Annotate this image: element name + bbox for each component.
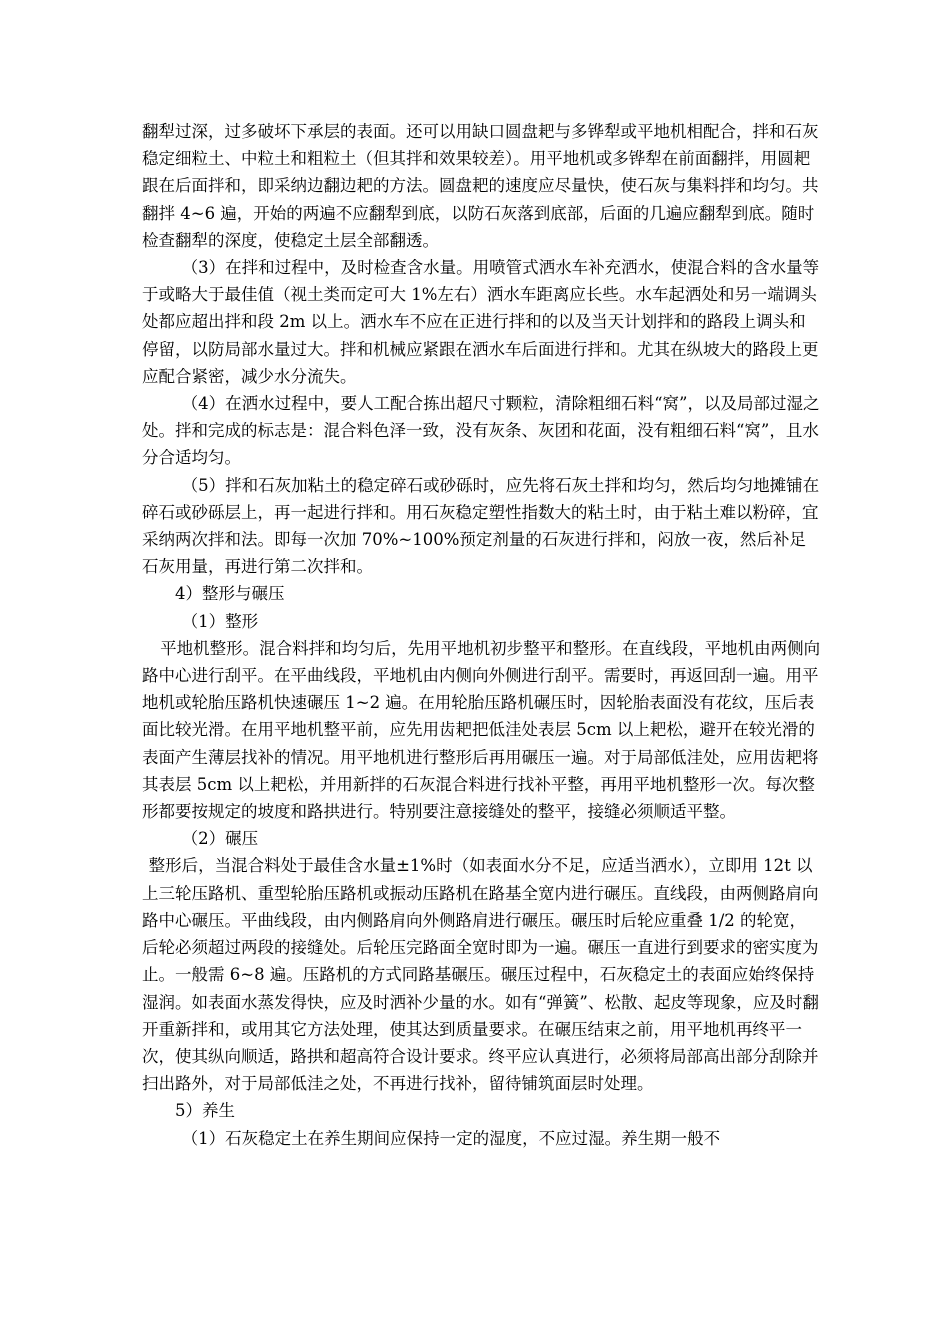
paragraph-water-content: （3）在拌和过程中，及时检查含水量。用喷管式洒水车补充洒水，使混合料的含水量等于或略大于最佳值（视土类而定可大 1%左右）洒水车距离应长些。水车起洒处和另一端调头处都应超出拌和段 2m 以上。洒水车不应在正进行拌和的以及当天计划拌和的路段上调头和停留，以防局部水量过大。拌和机械应紧跟在洒水车后面进行拌和。尤其在纵坡大的路段上更应配合紧密，减少水分流失。 (142, 258, 820, 386)
paragraph-clay-lime-mixing: （5）拌和石灰加粘土的稳定碎石或砂砾时，应先将石灰土拌和均匀，然后均匀地摊铺在碎石或砂砾层上，再一起进行拌和。用石灰稳定塑性指数大的粘土时，由于粘土难以粉碎，宜采纳两次拌和法。即每一次加 70%~100%预定剂量的石灰进行拌和，闷放一夜，然后补足石灰用量，再进行第二次拌和。 (142, 475, 820, 577)
section-heading-shaping-rolling: 4）整形与碾压 (175, 584, 285, 604)
section-heading-curing: 5）养生 (175, 1101, 235, 1121)
paragraph-rolling: 整形后，当混合料处于最佳含水量±1%时（如表面水分不足，应适当洒水），立即用 12t 以上三轮压路机、重型轮胎压路机或振动压路机在路基全宽内进行碾压。直线段，由两侧路肩向路中心碾压。平曲线段，由内侧路肩向外侧路肩进行碾压。碾压时后轮应重叠 1/2 的轮宽，后轮必须超过两段的接缝处。后轮压完路面全宽时即为一遍。碾压一直进行到要求的密实度为止。一般需 6~8 遍。压路机的方式同路基碾压。碾压过程中，石灰稳定土的表面应始终保持湿润。如表面水蒸发得快，应及时洒补少量的水。如有“弹簧”、松散、起皮等现象，应及时翻开重新拌和，或用其它方法处理，使其达到质量要求。在碾压结束之前，用平地机再终平一次，使其纵向顺适，路拱和超高符合设计要求。终平应认真进行，必须将局部高出部分刮除并扫出路外，对于局部低洼之处，不再进行找补，留待铺筑面层时处理。 (142, 856, 819, 1094)
paragraph-sprinkling: （4）在洒水过程中，要人工配合拣出超尺寸颗粒，清除粗细石料“窝”，以及局部过湿之处。拌和完成的标志是：混合料色泽一致，没有灰条、灰团和花面，没有粗细石料“窝”，且水分合适均匀。 (142, 394, 820, 468)
document-body (142, 118, 822, 1152)
paragraph-mixing-method: 翻犁过深，过多破坏下承层的表面。还可以用缺口圆盘耙与多铧犁或平地机相配合，拌和石灰稳定细粒土、中粒土和粗粒土（但其拌和效果较差）。用平地机或多铧犁在前面翻拌，用圆耙跟在后面拌和，即采纳边翻边耙的方法。圆盘耙的速度应尽量快，使石灰与集料拌和均匀。共翻拌 4~6 遍，开始的两遍不应翻犁到底，以防石灰落到底部，后面的几遍应翻犁到底。随时检查翻犁的深度，使稳定土层全部翻透。 (142, 122, 819, 250)
paragraph-grader-shaping: 平地机整形。混合料拌和均匀后，先用平地机初步整平和整形。在直线段，平地机由两侧向路中心进行刮平。在平曲线段，平地机由内侧向外侧进行刮平。需要时，再返回刮一遍。用平地机或轮胎压路机快速碾压 1~2 遍。在用轮胎压路机碾压时，因轮胎表面没有花纹，压后表面比较光滑。在用平地机整平前，应先用齿耙把低洼处表层 5cm 以上耙松，避开在较光滑的表面产生薄层找补的情况。用平地机进行整形后再用碾压一遍。对于局部低洼处，应用齿耙将其表层 5cm 以上耙松，并用新拌的石灰混合料进行找补平整，再用平地机整形一次。每次整形都要按规定的坡度和路拱进行。特别要注意接缝处的整平，接缝必须顺适平整。 (142, 638, 821, 822)
subheading-shaping: （1）整形 (181, 611, 259, 631)
paragraph-curing: （1）石灰稳定土在养生期间应保持一定的湿度，不应过湿。养生期一般不 (181, 1128, 721, 1148)
subheading-rolling: （2）碾压 (181, 829, 259, 849)
